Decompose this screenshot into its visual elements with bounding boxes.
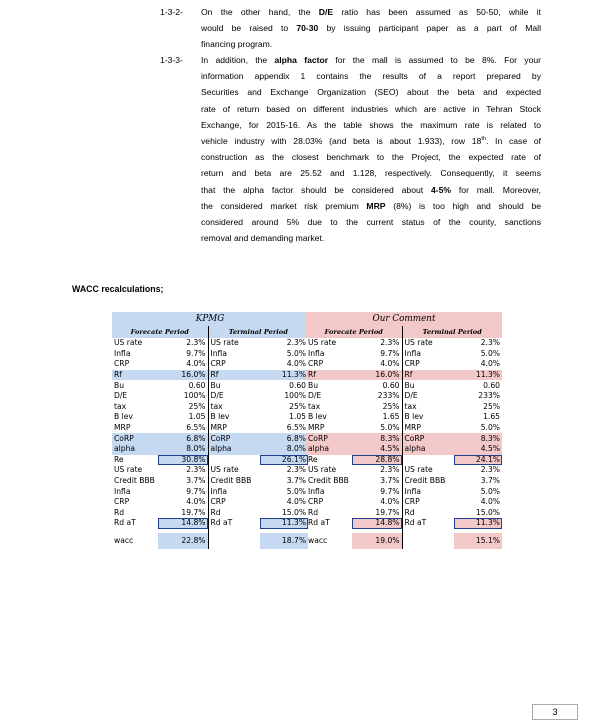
row-value-cell: 9.7% — [352, 349, 402, 360]
row-value-cell: 1.05 — [289, 412, 307, 422]
period-header-row — [112, 326, 308, 338]
row-label-cell: MRP — [114, 423, 131, 433]
row-label-cell: Rd — [114, 507, 125, 517]
row-label-cell: Rd — [404, 507, 415, 517]
row-value-cell: 2.3% — [158, 465, 208, 476]
table-row — [306, 349, 502, 360]
row-value-cell: 6.8% — [158, 433, 208, 444]
text-line: In addition, the alpha factor for the mall is assumed to be 8%. For your — [201, 55, 541, 65]
table-row — [306, 412, 502, 423]
table-row — [306, 486, 502, 497]
row-value-cell: 1.65 — [352, 412, 402, 423]
row-label-cell: CoRP — [112, 433, 158, 444]
row-value-cell: 2.3% — [352, 465, 402, 476]
row-value-cell: 25% — [158, 402, 208, 413]
page-number: 3 — [532, 704, 578, 720]
row-label-cell: MRP — [308, 423, 325, 433]
row-label-cell: B lev — [404, 412, 424, 422]
table-row — [112, 370, 308, 381]
row-label-cell: CRP — [308, 359, 324, 369]
row-value-cell: 4.0% — [286, 359, 307, 369]
row-label-cell: US rate — [404, 465, 433, 475]
table-row — [306, 359, 502, 370]
row-value-cell: 15.1% — [454, 533, 502, 549]
table-row — [112, 433, 308, 444]
row-value-cell: 3.7% — [286, 476, 307, 486]
row-label-cell: US rate — [210, 338, 239, 348]
table-row — [112, 497, 308, 508]
row-value-cell: 3.7% — [352, 476, 402, 487]
row-value-cell: 233% — [478, 391, 500, 401]
row-label-cell: Rf — [306, 370, 352, 381]
table-row — [306, 370, 502, 381]
row-value-cell: 0.60 — [158, 380, 208, 391]
row-value-cell: 6.8% — [260, 433, 308, 444]
row-label-cell: tax — [308, 401, 321, 411]
table-row — [306, 338, 502, 349]
table-row — [112, 455, 308, 466]
row-label-cell: wacc — [114, 535, 134, 545]
row-label-cell: MRP — [210, 423, 227, 433]
table-row — [306, 444, 502, 455]
row-label-cell — [208, 533, 260, 549]
row-label-cell: Infla — [308, 486, 325, 496]
row-label-cell: Credit BBB — [210, 476, 252, 486]
row-label-cell: US rate — [308, 465, 337, 475]
row-value-cell: 8.0% — [158, 444, 208, 455]
kpmg-wacc-table — [112, 312, 308, 549]
row-label-cell: Re — [114, 454, 124, 464]
row-label-cell: D/E — [114, 391, 128, 401]
row-label-cell: CRP — [114, 359, 130, 369]
row-value-cell: 6.5% — [286, 423, 307, 433]
paragraph-number: 1-3-2- — [160, 7, 183, 17]
row-value-cell: 14.8% — [158, 518, 208, 529]
row-label-cell: Rd aT — [308, 518, 330, 528]
row-label-cell: Rf — [402, 370, 454, 381]
table-title-row — [306, 312, 502, 326]
row-label-cell: Re — [308, 454, 318, 464]
table-row — [306, 402, 502, 413]
row-value-cell: 19.7% — [352, 508, 402, 519]
row-label-cell: CoRP — [402, 433, 454, 444]
row-label-cell: US rate — [114, 465, 143, 475]
text-line: rate of return based on different industries which are active in Tehran Stock — [201, 103, 541, 114]
row-value-cell: 3.7% — [480, 476, 500, 486]
row-label-cell: wacc — [308, 535, 328, 545]
table-row — [112, 476, 308, 487]
row-label-cell: Infla — [404, 348, 421, 358]
row-label-cell: Bu — [308, 380, 319, 390]
row-value-cell: 30.8% — [158, 455, 208, 466]
text-line: the considered market risk premium MRP (8%) is too high and should be — [201, 200, 542, 211]
row-value-cell: 100% — [284, 391, 307, 401]
table-row — [112, 412, 308, 423]
row-label-cell: Rd — [308, 507, 319, 517]
table-row — [112, 391, 308, 402]
row-value-cell: 25% — [483, 401, 500, 411]
row-label-cell: B lev — [210, 412, 230, 422]
row-value-cell: 5.0% — [480, 423, 500, 433]
row-label-cell: alpha — [402, 444, 454, 455]
text-line: construction as the closest benchmark to the Project, the expected rate of — [201, 152, 541, 163]
row-label-cell: US rate — [114, 338, 143, 348]
row-value-cell: 4.0% — [158, 497, 208, 508]
row-label-cell: CoRP — [306, 433, 352, 444]
row-value-cell: 0.60 — [352, 380, 402, 391]
row-label-cell: CRP — [210, 359, 226, 369]
table-row — [306, 476, 502, 487]
table-row — [112, 402, 308, 413]
row-label-cell: Rf — [208, 370, 260, 381]
table-title: KPMG — [112, 312, 308, 326]
text-line: removal and demanding market. — [201, 233, 325, 244]
row-label-cell: Infla — [114, 486, 131, 496]
row-value-cell: 9.7% — [158, 349, 208, 360]
row-value-cell: 22.8% — [158, 533, 208, 549]
row-value-cell: 3.7% — [158, 476, 208, 487]
table-row — [306, 455, 502, 466]
row-label-cell: Infla — [308, 348, 325, 358]
table-row — [112, 486, 308, 497]
row-value-cell: 14.8% — [352, 518, 402, 529]
row-value-cell: 0.60 — [483, 380, 500, 390]
row-value-cell: 4.0% — [480, 497, 500, 507]
row-label-cell: CRP — [308, 497, 324, 507]
text-line: would be raised to 70-30 by issuing participant paper as a part of Mall — [201, 23, 541, 34]
row-value-cell: 2.3% — [480, 338, 500, 348]
row-value-cell: 9.7% — [352, 486, 402, 497]
row-value-cell: 11.3% — [260, 518, 308, 529]
row-label-cell: tax — [210, 401, 223, 411]
row-label-cell: Bu — [210, 380, 221, 390]
row-value-cell: 8.3% — [352, 433, 402, 444]
table-row — [112, 533, 308, 549]
text-line: information appendix 1 contains the results of a report prepared by — [201, 71, 541, 82]
row-value-cell: 11.3% — [260, 370, 308, 381]
row-value-cell: 19.0% — [352, 533, 402, 549]
row-label-cell: Infla — [210, 486, 227, 496]
row-label-cell: alpha — [306, 444, 352, 455]
text-line: On the other hand, the D/E ratio has been assumed as 50-50, while it — [201, 7, 541, 17]
row-value-cell: 100% — [158, 391, 208, 402]
row-value-cell: 5.0% — [480, 348, 500, 358]
row-value-cell: 18.7% — [260, 533, 308, 549]
row-value-cell: 5.0% — [286, 486, 307, 496]
row-label-cell: Credit BBB — [308, 476, 349, 486]
table-row — [112, 338, 308, 349]
row-value-cell: 233% — [352, 391, 402, 402]
row-value-cell: 5.0% — [352, 423, 402, 434]
row-label-cell: alpha — [112, 444, 158, 455]
text-line: considered around 5% due to the current status of the county, sanctions — [201, 217, 541, 228]
paragraph-number: 1-3-3- — [160, 55, 183, 65]
row-value-cell: 4.0% — [480, 359, 500, 369]
row-label-cell: Rd aT — [404, 518, 427, 528]
row-label-cell: Bu — [404, 380, 415, 390]
row-value-cell: 19.7% — [158, 508, 208, 519]
table-row — [306, 533, 502, 549]
table-title-row — [112, 312, 308, 326]
row-value-cell: 4.0% — [286, 497, 307, 507]
row-label-cell: CoRP — [208, 433, 260, 444]
row-value-cell: 0.60 — [289, 380, 307, 390]
table-row — [306, 518, 502, 529]
row-label-cell: B lev — [114, 412, 133, 422]
row-value-cell: 5.0% — [286, 348, 307, 358]
row-value-cell: 28.8% — [352, 455, 402, 466]
row-label-cell — [402, 533, 454, 549]
paragraph-text — [201, 4, 541, 53]
text-line: return and beta are 25.52 and 1.128, respectively. Consequently, it seems — [201, 168, 541, 179]
row-value-cell: 26.1% — [260, 455, 308, 466]
row-value-cell: 8.0% — [260, 444, 308, 455]
row-label-cell: Rd aT — [210, 518, 233, 528]
table-row — [306, 423, 502, 434]
period-header-row — [306, 326, 502, 338]
table-row — [306, 497, 502, 508]
row-label-cell: Infla — [114, 348, 131, 358]
table-title: Our Comment — [306, 312, 502, 326]
row-value-cell: 25% — [289, 401, 307, 411]
table-row — [306, 391, 502, 402]
row-label-cell: Rf — [112, 370, 158, 381]
row-value-cell: 11.3% — [454, 370, 502, 381]
text-line: that the alpha factor should be considered about 4-5% for mall. Moreover, — [201, 184, 542, 195]
row-label-cell: B lev — [308, 412, 327, 422]
row-value-cell: 16.0% — [158, 370, 208, 381]
terminal-period-label: Terminal Period — [402, 326, 502, 338]
row-value-cell: 1.65 — [483, 412, 500, 422]
paragraph-text — [201, 52, 541, 246]
forecast-period-label: Forecate Period — [306, 326, 402, 338]
row-label-cell: US rate — [404, 338, 433, 348]
table-row — [112, 508, 308, 519]
text-line: vehicle industry with 28.03% (and beta is about 1.933), row 18th. In case of — [201, 136, 541, 147]
row-value-cell: 2.3% — [352, 338, 402, 349]
row-value-cell: 4.5% — [352, 444, 402, 455]
table-row — [112, 465, 308, 476]
row-label-cell: tax — [114, 401, 127, 411]
table-row — [306, 465, 502, 476]
table-row — [306, 433, 502, 444]
row-label-cell: tax — [404, 401, 417, 411]
row-value-cell: 2.3% — [286, 338, 307, 348]
table-row — [112, 444, 308, 455]
row-value-cell: 4.0% — [352, 359, 402, 370]
text-line: Securities and Exchange Organization (SEO) about the beta and expected — [201, 87, 541, 98]
table-row — [306, 380, 502, 391]
text-line: financing program. — [201, 39, 273, 50]
row-label-cell: D/E — [404, 391, 418, 401]
section-heading: WACC recalculations; — [72, 284, 164, 294]
row-label-cell — [402, 455, 454, 466]
row-label-cell: Infla — [210, 348, 227, 358]
row-value-cell: 2.3% — [286, 465, 307, 475]
row-label-cell: Credit BBB — [114, 476, 155, 486]
row-value-cell: 2.3% — [480, 465, 500, 475]
row-value-cell: 4.0% — [158, 359, 208, 370]
row-label-cell: Credit BBB — [404, 476, 446, 486]
row-value-cell: 16.0% — [352, 370, 402, 381]
table-row — [306, 508, 502, 519]
row-label-cell: US rate — [308, 338, 337, 348]
row-label-cell: CRP — [114, 497, 130, 507]
row-label-cell: Bu — [114, 380, 125, 390]
row-value-cell: 1.05 — [158, 412, 208, 423]
row-label-cell: Infla — [404, 486, 421, 496]
row-value-cell: 24.1% — [454, 455, 502, 466]
row-label-cell — [208, 455, 260, 466]
table-row — [112, 380, 308, 391]
row-value-cell: 9.7% — [158, 486, 208, 497]
row-label-cell: D/E — [308, 391, 322, 401]
row-label-cell: Rd aT — [114, 518, 136, 528]
row-label-cell: CRP — [404, 497, 420, 507]
terminal-period-label: Terminal Period — [208, 326, 308, 338]
row-label-cell: Rd — [210, 507, 221, 517]
table-row — [112, 349, 308, 360]
row-value-cell: 15.0% — [281, 507, 307, 517]
paragraph-1-3-3 — [160, 52, 545, 248]
row-value-cell: 6.5% — [158, 423, 208, 434]
forecast-period-label: Forecate Period — [112, 326, 208, 338]
table-row — [112, 359, 308, 370]
row-label-cell: US rate — [210, 465, 239, 475]
row-value-cell: 8.3% — [454, 433, 502, 444]
row-value-cell: 5.0% — [480, 486, 500, 496]
row-value-cell: 2.3% — [158, 338, 208, 349]
row-label-cell: D/E — [210, 391, 224, 401]
row-value-cell: 4.5% — [454, 444, 502, 455]
row-label-cell: CRP — [404, 359, 420, 369]
row-value-cell: 25% — [352, 402, 402, 413]
row-label-cell: CRP — [210, 497, 226, 507]
row-value-cell: 11.3% — [454, 518, 502, 529]
row-value-cell: 4.0% — [352, 497, 402, 508]
row-label-cell: alpha — [208, 444, 260, 455]
text-line: Exchange, for 2015-16. As the table shows the maximum rate is related to — [201, 119, 541, 130]
row-value-cell: 15.0% — [475, 507, 500, 517]
row-label-cell: MRP — [404, 423, 421, 433]
our-comment-wacc-table — [306, 312, 502, 549]
table-row — [112, 518, 308, 529]
paragraph-1-3-2 — [160, 4, 545, 52]
table-row — [112, 423, 308, 434]
